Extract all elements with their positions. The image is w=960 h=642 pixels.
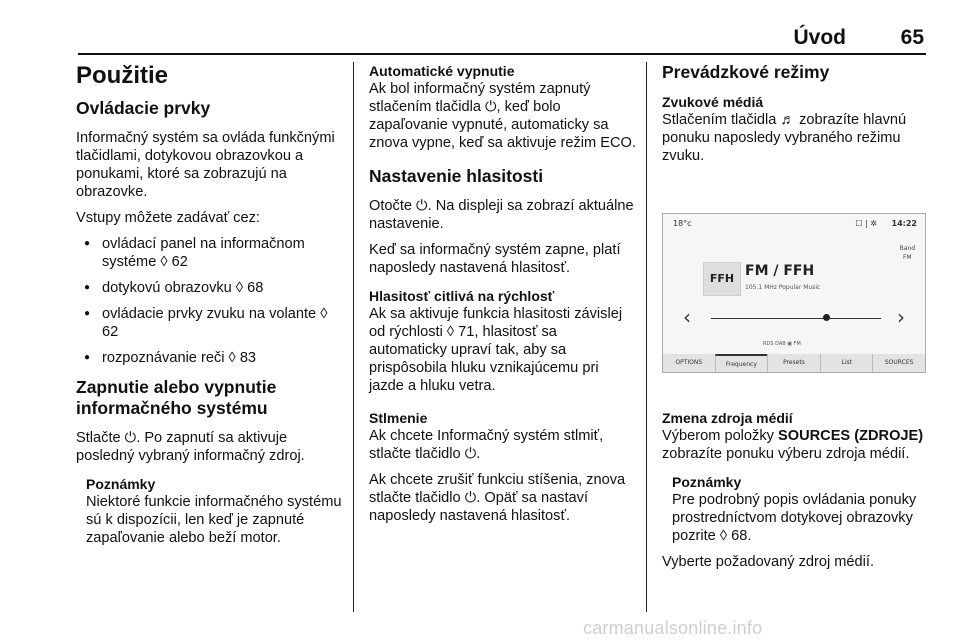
paragraph-audio-media: Stlačením tlačidla ♬ zobrazíte hlavnú ponuku naposledy vybraného režimu zvuku. [662,112,907,164]
screen-tab-frequency: Frequency [715,354,768,372]
radio-text: 105.1 MHz Popular Music [745,284,821,291]
header-rule [78,53,926,55]
page-header [78,26,926,56]
watermark: carmanualsonline.info [583,618,763,638]
heading-controls: Ovládacie prvky [76,98,211,118]
status-icons: ☐ | ✲ [855,219,877,228]
paragraph-change-source [662,427,932,463]
list-item: ● ovládacie prvky zvuku na volante ◊ 62 [76,305,344,341]
infotainment-screen-illustration [662,213,926,373]
list-item: ● dotykovú obrazovku ◊ 68 [76,279,344,297]
heading-usage: Použitie [76,62,169,89]
temperature-readout: 18°c [673,219,692,228]
paragraph-speed-volume: Ak sa aktivuje funkcia hlasitosti závislej od rýchlosti ◊ 71, hlasitosť sa automaticky upraví tak, aby sa prispôsobila hluku vznikajúcemu pri jazde a hluku vetra. [369,306,623,394]
note-title: Poznámky [672,474,742,490]
list-item: ● rozpoznávanie reči ◊ 83 [76,349,344,367]
heading-volume: Nastavenie hlasitosti [369,166,544,186]
paragraph-change-source-pre: Výberom položky [662,428,778,444]
frequency-seek-bar [711,318,881,319]
heading-change-source: Zmena zdroja médií [662,410,793,426]
note-title: Poznámky [86,476,156,492]
station-logo: FFH [703,262,741,296]
paragraph-controls: Informačný systém sa ovláda funkčnými tlačidlami, dotykovou obrazovkou a ponukami, ktoré sa zobrazujú na obrazovke. [76,130,335,200]
heading-speed-volume: Hlasitosť citlivá na rýchlosť [369,288,555,304]
next-chevron-icon: › [897,305,905,329]
paragraph-change-source-post: zobrazíte ponuku výberu zdroja médií. [662,446,910,462]
note-box [86,475,344,547]
paragraph-volume-2: Keď sa informačný systém zapne, platí naposledy nastavená hlasitosť. [369,242,621,276]
paragraph-select-source: Vyberte požadovaný zdroj médií. [662,554,874,570]
band-label: Band [899,245,915,252]
inputs-list [76,235,344,367]
paragraph-power: Stlačte ⏻. Po zapnutí sa aktivuje posledný vybraný informačný zdroj. [76,430,305,464]
paragraph-volume-1: Otočte ⏻. Na displeji sa zobrazí aktuálne nastavenie. [369,198,634,232]
screen-menu-bar [663,354,925,372]
sources-term: SOURCES (ZDROJE) [778,428,924,444]
band-value: FM [902,254,912,261]
screen-tab-sources: SOURCES [872,354,925,372]
paragraph-mute-1: Ak chcete Informačný systém stlmiť, stlačte tlačidlo ⏻. [369,428,604,462]
paragraph-inputs: Vstupy môžete zadávať cez: [76,210,260,226]
reception-indicators: RDS DAB ▣ FM [763,341,801,347]
heading-modes: Prevádzkové režimy [662,62,830,82]
previous-chevron-icon: ‹ [683,305,691,329]
column-1 [76,62,344,555]
paragraph-mute-2: Ak chcete zrušiť funkciu stíšenia, znova stlačte tlačidlo ⏻. Opäť sa nastaví naposledy nastavená hlasitosť. [369,472,626,524]
column-divider-1 [353,62,354,612]
column-divider-2 [646,62,647,612]
heading-power: Zapnutie alebo vypnutie informačného systému [76,377,277,418]
heading-audio-media: Zvukové médiá [662,94,764,110]
seek-position-marker [823,314,830,321]
heading-mute: Stlmenie [369,410,428,426]
station-name: FM / FFH [745,263,815,279]
note-text: Niektoré funkcie informačného systému sú k dispozícii, len keď je zapnuté zapaľovanie alebo beží motor. [86,494,342,546]
list-item: ● ovládací panel na informačnom systéme ◊ 62 [76,235,344,271]
clock-readout: 14:22 [891,219,917,228]
screen-tab-options: OPTIONS [675,359,703,366]
note-text: Pre podrobný popis ovládania ponuky prostredníctvom dotykovej obrazovky pozrite ◊ 68. [672,492,917,544]
heading-auto-off: Automatické vypnutie [369,63,515,79]
screen-tab-list: List [820,354,873,372]
screen-tab-presets: Presets [767,354,820,372]
paragraph-auto-off: Ak bol informačný systém zapnutý stlačením tlačidla ⏻, keď bolo zapaľovanie vypnuté, automaticky sa znova vypne, keď sa aktivuje režim ECO. [369,81,636,151]
section-title: Úvod [793,26,846,49]
page-number: 65 [900,26,924,49]
note-box [672,473,932,545]
column-2 [369,62,637,533]
column-3 [662,62,932,579]
band-indicator [900,244,915,262]
